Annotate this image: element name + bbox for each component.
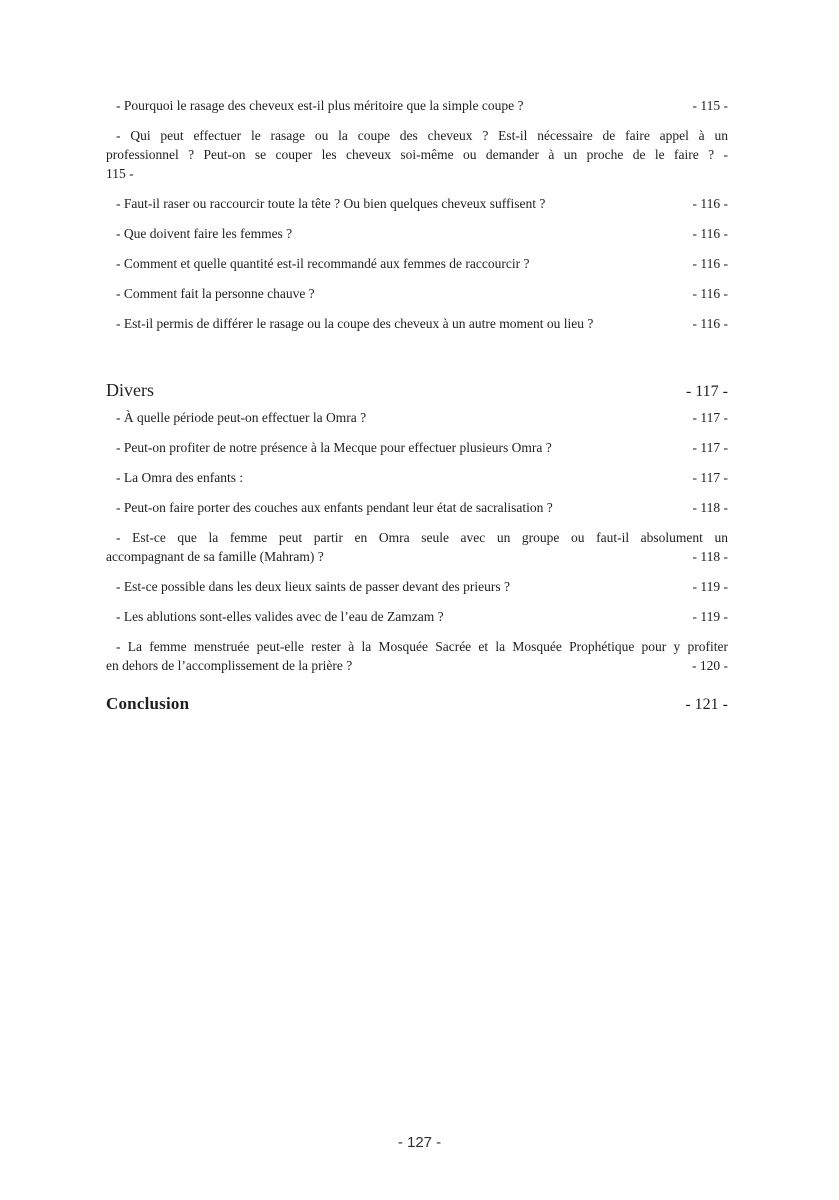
toc-entry-lastline xyxy=(106,547,728,566)
toc-entry-text: - Faut-il raser ou raccourcir toute la tête ? Ou bien quelques cheveux suffisent ? xyxy=(116,196,546,211)
toc-entry-line: - Qui peut effectuer le rasage ou la coupe des cheveux ? Est-il nécessaire de faire appel à un xyxy=(116,128,728,143)
conclusion-page: - 121 - xyxy=(685,696,728,713)
toc-entry-text: - La Omra des enfants : xyxy=(116,470,244,485)
toc-entry-multiline xyxy=(106,126,728,183)
toc-entry-page: - 118 - xyxy=(692,549,728,564)
toc-entry-page-line: 115 - xyxy=(106,166,134,181)
footer-page-number: - 127 - xyxy=(397,1134,442,1151)
toc-entry-page: - 117 - xyxy=(692,470,728,485)
toc-content xyxy=(106,96,728,728)
toc-entry-text: - Peut-on faire porter des couches aux enfants pendant leur état de sacralisation ? xyxy=(116,500,553,515)
toc-entry xyxy=(106,607,728,626)
toc-entry-page: - 118 - xyxy=(692,500,728,515)
section-title: Divers xyxy=(106,380,154,400)
toc-entry xyxy=(106,254,728,273)
toc-entry-page: - 117 - xyxy=(692,410,728,425)
section-page: - 117 - xyxy=(685,383,728,400)
toc-entry-line: professionnel ? Peut-on se couper les cheveux soi-même ou demander à un proche de le faire ? - xyxy=(106,147,728,162)
toc-entry xyxy=(106,224,728,243)
toc-entry xyxy=(106,498,728,517)
toc-entry-page: - 116 - xyxy=(692,316,728,331)
toc-entry-page: - 117 - xyxy=(692,440,728,455)
toc-entry-page: - 116 - xyxy=(692,256,728,271)
toc-entry-text: - Est-ce possible dans les deux lieux saints de passer devant des prieurs ? xyxy=(116,579,511,594)
section-heading-divers xyxy=(106,378,728,404)
toc-entry xyxy=(106,438,728,457)
toc-entry-page: - 116 - xyxy=(692,226,728,241)
toc-entry-text: en dehors de l’accomplissement de la prière ? xyxy=(106,658,353,673)
toc-entry xyxy=(106,408,728,427)
toc-entry-text: - Pourquoi le rasage des cheveux est-il plus méritoire que la simple coupe ? xyxy=(116,98,524,113)
toc-entry-text: accompagnant de sa famille (Mahram) ? xyxy=(106,549,324,564)
toc-entry-multiline xyxy=(106,637,728,675)
conclusion-heading xyxy=(106,692,728,717)
toc-entry-text: - Que doivent faire les femmes ? xyxy=(116,226,293,241)
toc-entry xyxy=(106,284,728,303)
toc-entry xyxy=(106,96,728,115)
toc-entry xyxy=(106,468,728,487)
toc-entry-page: - 119 - xyxy=(692,579,728,594)
toc-entry-text: - Comment fait la personne chauve ? xyxy=(116,286,315,301)
toc-entry-text: - Peut-on profiter de notre présence à la Mecque pour effectuer plusieurs Omra ? xyxy=(116,440,552,455)
toc-entry xyxy=(106,314,728,333)
conclusion-title: Conclusion xyxy=(106,694,190,713)
toc-entry-line: - Est-ce que la femme peut partir en Omra seule avec un groupe ou faut-il absolument un xyxy=(116,530,728,545)
toc-entry-page: - 115 - xyxy=(692,98,728,113)
toc-entry-text: - Comment et quelle quantité est-il recommandé aux femmes de raccourcir ? xyxy=(116,256,530,271)
toc-entry-page: - 116 - xyxy=(692,286,728,301)
toc-entry-line: - La femme menstruée peut-elle rester à la Mosquée Sacrée et la Mosquée Prophétique pour y profiter xyxy=(116,639,728,654)
toc-entry-page: - 120 - xyxy=(692,658,728,673)
toc-entry xyxy=(106,194,728,213)
toc-entry-text: - Est-il permis de différer le rasage ou la coupe des cheveux à un autre moment ou lieu ? xyxy=(116,316,594,331)
toc-entry-multiline xyxy=(106,528,728,566)
toc-entry-page: - 119 - xyxy=(692,609,728,624)
toc-entry-text: - À quelle période peut-on effectuer la Omra ? xyxy=(116,410,367,425)
toc-entry-lastline xyxy=(106,656,728,675)
toc-entry xyxy=(106,577,728,596)
toc-entry-page: - 116 - xyxy=(692,196,728,211)
toc-entry-text: - Les ablutions sont-elles valides avec de l’eau de Zamzam ? xyxy=(116,609,444,624)
